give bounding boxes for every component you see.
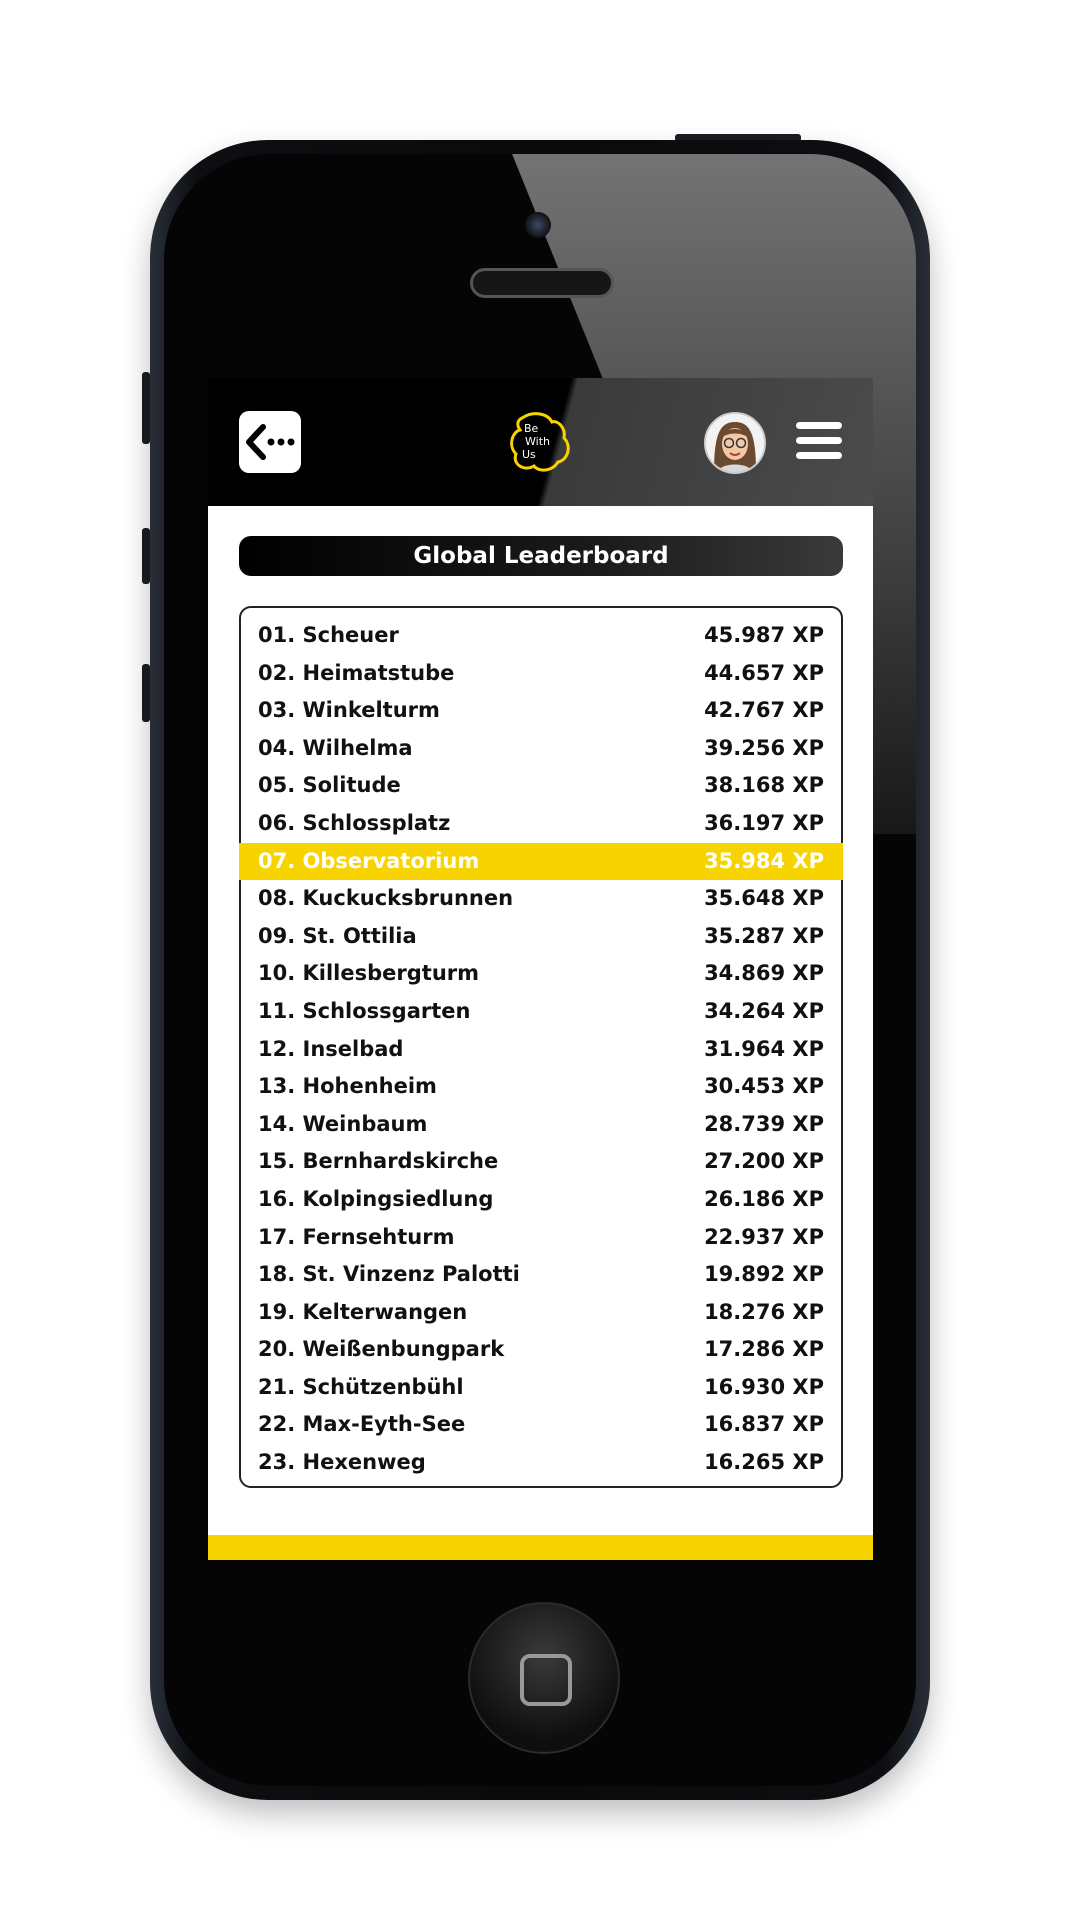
leaderboard-row[interactable] [241,918,841,956]
leaderboard-xp: 34.869 XP [704,961,824,986]
leaderboard-xp: 30.453 XP [704,1074,824,1099]
leaderboard-name: 06. Schlossplatz [258,810,451,835]
leaderboard-name: 08. Kuckucksbrunnen [258,886,514,911]
leaderboard-row[interactable] [241,1444,841,1482]
mute-switch [142,372,150,444]
page-title: Global Leaderboard [239,536,843,576]
back-button[interactable] [239,411,301,473]
leaderboard-xp: 35.984 XP [704,848,824,873]
avatar-face-icon [706,414,764,472]
front-camera [525,212,551,238]
leaderboard-name: 22. Max-Eyth-See [258,1412,466,1437]
leaderboard-xp: 16.837 XP [704,1412,824,1437]
leaderboard-xp: 36.197 XP [704,810,824,835]
leaderboard-xp: 39.256 XP [704,735,824,760]
leaderboard-row[interactable] [241,1106,841,1144]
leaderboard-xp: 16.265 XP [704,1450,824,1475]
leaderboard-xp: 42.767 XP [704,698,824,723]
leaderboard-name: 18. St. Vinzenz Palotti [258,1262,520,1287]
leaderboard-row[interactable] [241,1256,841,1294]
leaderboard-xp: 22.937 XP [704,1224,824,1249]
leaderboard-name: 04. Wilhelma [258,735,413,760]
leaderboard-name: 23. Hexenweg [258,1450,426,1475]
leaderboard-name: 15. Bernhardskirche [258,1149,499,1174]
leaderboard-xp: 19.892 XP [704,1262,824,1287]
home-button[interactable] [468,1602,620,1754]
leaderboard-name: 02. Heimatstube [258,660,455,685]
leaderboard-list [239,606,843,1488]
leaderboard-row[interactable] [241,1181,841,1219]
leaderboard-xp: 27.200 XP [704,1149,824,1174]
leaderboard-xp: 28.739 XP [704,1111,824,1136]
volume-down-button [142,664,150,722]
leaderboard-row[interactable] [241,805,841,843]
leaderboard-name: 03. Winkelturm [258,698,440,723]
leaderboard-name: 14. Weinbaum [258,1111,428,1136]
leaderboard-name: 07. Observatorium [258,848,480,873]
leaderboard-name: 16. Kolpingsiedlung [258,1186,494,1211]
home-square-icon [520,1654,572,1706]
leaderboard-row[interactable] [241,1294,841,1332]
hamburger-menu-icon[interactable] [796,422,842,462]
leaderboard-row[interactable] [241,692,841,730]
leaderboard-row[interactable] [241,1331,841,1369]
leaderboard-row[interactable] [241,1143,841,1181]
leaderboard-row[interactable] [241,993,841,1031]
leaderboard-row[interactable] [241,617,841,655]
leaderboard-xp: 34.264 XP [704,998,824,1023]
leaderboard-row[interactable] [241,1219,841,1257]
leaderboard-name: 21. Schützenbühl [258,1374,464,1399]
leaderboard-name: 10. Killesbergturm [258,961,480,986]
leaderboard-row[interactable] [241,1406,841,1444]
leaderboard-name: 19. Kelterwangen [258,1299,468,1324]
leaderboard-row[interactable] [241,880,841,918]
leaderboard-name: 05. Solitude [258,773,401,798]
back-arrow-icon [239,411,301,473]
leaderboard-xp: 44.657 XP [704,660,824,685]
leaderboard-name: 17. Fernsehturm [258,1224,455,1249]
leaderboard-name: 09. St. Ottilia [258,923,417,948]
logo-text-3: Us [522,448,536,461]
leaderboard-name: 13. Hohenheim [258,1074,437,1099]
leaderboard-row[interactable] [241,1068,841,1106]
leaderboard-row[interactable] [241,767,841,805]
leaderboard-xp: 26.186 XP [704,1186,824,1211]
leaderboard-row[interactable] [241,1031,841,1069]
app-logo [508,410,574,474]
leaderboard-row[interactable] [241,955,841,993]
leaderboard-xp: 17.286 XP [704,1337,824,1362]
volume-up-button [142,528,150,584]
leaderboard-name: 01. Scheuer [258,623,399,647]
leaderboard-xp: 35.648 XP [704,886,824,911]
leaderboard-xp: 18.276 XP [704,1299,824,1324]
leaderboard-name: 20. Weißenbungpark [258,1337,505,1362]
leaderboard-row[interactable] [241,1369,841,1407]
leaderboard-row[interactable] [241,655,841,693]
leaderboard-name: 12. Inselbad [258,1036,404,1061]
leaderboard-row-current[interactable] [239,843,843,881]
leaderboard-xp: 31.964 XP [704,1036,824,1061]
leaderboard-name: 11. Schlossgarten [258,998,471,1023]
user-avatar[interactable] [704,412,766,474]
app-screen [208,378,873,1560]
leaderboard-xp: 45.987 XP [704,623,824,647]
app-header [208,378,873,506]
footer-accent-bar [208,1535,873,1560]
leaderboard-xp: 38.168 XP [704,773,824,798]
logo-text-2: With [525,435,550,448]
leaderboard-xp: 16.930 XP [704,1374,824,1399]
leaderboard-row[interactable] [241,730,841,768]
earpiece-speaker [470,268,614,298]
leaderboard-xp: 35.287 XP [704,923,824,948]
logo-text-1: Be [524,422,539,435]
